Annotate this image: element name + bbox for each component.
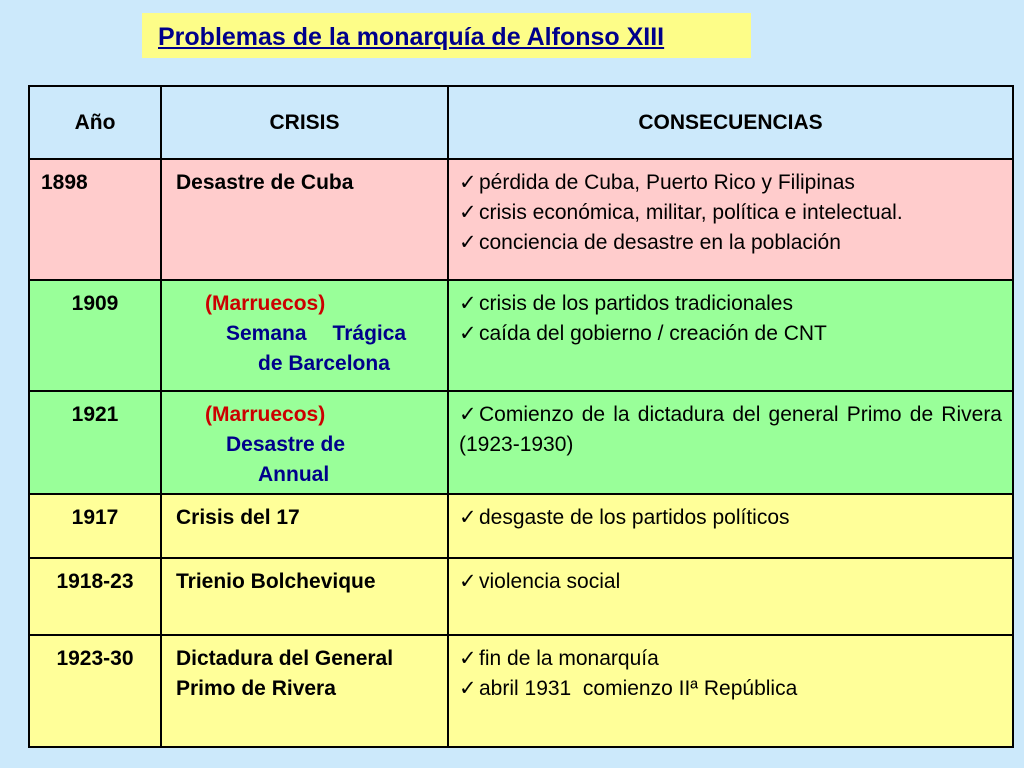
list-item: ✓ crisis de los partidos tradicionales: [459, 289, 1002, 319]
check-icon: ✓: [459, 570, 477, 593]
year-cell: 1909: [29, 280, 161, 391]
crisis-cell: Crisis del 17: [161, 494, 448, 558]
crisis-table: [28, 85, 1020, 748]
crisis-event-place: de Barcelona: [258, 352, 390, 375]
list-item: ✓ crisis económica, militar, política e intelectual.: [459, 198, 1002, 228]
header-crisis: CRISIS: [161, 86, 448, 159]
table-row: [29, 280, 1013, 391]
crisis-region: (Marruecos): [205, 403, 326, 426]
crisis-event: Desastre de: [226, 433, 346, 456]
year-cell: 1918-23: [29, 558, 161, 635]
table-row: [29, 159, 1013, 280]
consequences-cell: [448, 558, 1013, 635]
header-consequences: CONSECUENCIAS: [448, 86, 1013, 159]
year-cell: 1917: [29, 494, 161, 558]
table-row: [29, 494, 1013, 558]
crisis-cell: [161, 280, 448, 391]
crisis-event-place: Annual: [258, 463, 330, 486]
consequences-cell: [448, 494, 1013, 558]
table-row: [29, 635, 1013, 747]
year-cell: 1923-30: [29, 635, 161, 747]
check-icon: ✓: [459, 292, 477, 315]
list-item: ✓ desgaste de los partidos políticos: [459, 503, 1002, 533]
crisis-region: (Marruecos): [205, 292, 326, 315]
consequences-cell: [448, 280, 1013, 391]
consequences-cell: [448, 391, 1020, 494]
year-cell: 1921: [29, 391, 161, 494]
page-title: Problemas de la monarquía de Alfonso XIII: [158, 23, 665, 51]
crisis-cell: Dictadura del General Primo de Rivera: [161, 635, 448, 747]
list-item: ✓ fin de la monarquía: [459, 644, 1002, 674]
check-icon: ✓: [459, 403, 477, 426]
crisis-cell: Desastre de Cuba: [161, 159, 448, 280]
list-item: ✓ violencia social: [459, 567, 1002, 597]
crisis-cell: Trienio Bolchevique: [161, 558, 448, 635]
table-row: [29, 558, 1013, 635]
consequences-cell: [448, 635, 1013, 747]
check-icon: ✓: [459, 231, 477, 254]
table-row: [29, 391, 1013, 494]
crisis-cell: [161, 391, 448, 494]
list-item: ✓ Comienzo de la dictadura del general Primo de Rivera (1923-1930): [459, 403, 1020, 456]
consequences-cell: [448, 159, 1013, 280]
list-item: ✓ pérdida de Cuba, Puerto Rico y Filipinas: [459, 168, 1002, 198]
check-icon: ✓: [459, 171, 477, 194]
crisis-event: Semana Trágica: [226, 322, 407, 345]
list-item: ✓ conciencia de desastre en la población: [459, 228, 1002, 258]
check-icon: ✓: [459, 506, 477, 529]
list-item: ✓ caída del gobierno / creación de CNT: [459, 319, 1002, 349]
check-icon: ✓: [459, 322, 477, 345]
header-row: [29, 86, 1013, 159]
year-cell: 1898: [29, 159, 161, 280]
check-icon: ✓: [459, 647, 477, 670]
check-icon: ✓: [459, 677, 477, 700]
list-item: ✓ abril 1931 comienzo IIª República: [459, 674, 1002, 704]
check-icon: ✓: [459, 201, 477, 224]
header-year: Año: [29, 86, 161, 159]
